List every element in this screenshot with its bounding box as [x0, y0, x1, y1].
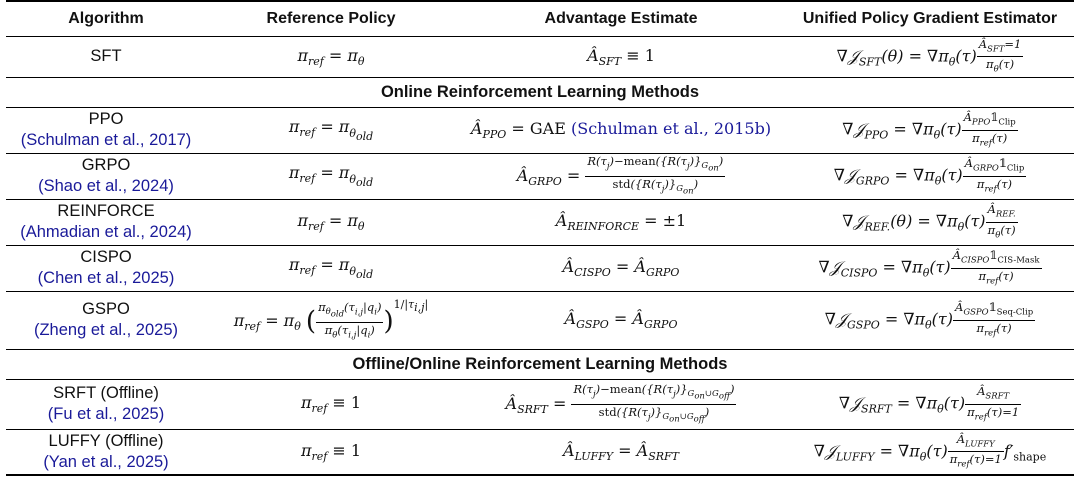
table-row-ppo: [6, 107, 1074, 153]
table-row-luffy: [6, 429, 1074, 475]
algorithm-cell: [6, 429, 206, 475]
algorithm-cell: [6, 37, 206, 78]
section-title-online: Online Reinforcement Learning Methods: [6, 77, 1074, 107]
gradient-cell: ∇𝒥$_{GRPO}$ = $\nabla\pi_\theta(\tau)$ $\frac{Â_{GRPO}𝟙_{Clip}}{\pi_{ref}(\tau)}$: [833, 156, 1025, 194]
gradient-cell: ∇𝒥$_{GSPO}$ = $\nabla\pi_\theta(\tau)$ $\frac{Â_{GSPO}𝟙_{Seq-Clip}}{\pi_{ref}(\tau)}$: [824, 300, 1034, 338]
gradient-cell: ∇𝒥$_{REF.}$(θ) = $\nabla\pi_\theta(\tau)$ $\frac{Â_{REF.}}{\pi_\theta(\tau)}$: [842, 202, 1016, 240]
algorithm-name: CISPO: [80, 248, 132, 267]
gradient-cell: ∇𝒥$_{SFT}$(θ) = $\nabla\pi_\theta(\tau)$ $\frac{Â_{SFT}=1}{\pi_\theta(\tau)}$: [836, 37, 1022, 75]
gae-citation-link[interactable]: (Schulman et al., 2015b): [570, 119, 772, 138]
gradient-cell: ∇𝒥$_{LUFFY}$ = $\nabla\pi_\theta(\tau)$ $\frac{Â_{LUFFY}}{\pi_{ref}(\tau)=1}$ $f'_{shape}$: [813, 432, 1047, 470]
reference-policy-cell: $\pi_{ref} = \pi_\theta$: [297, 45, 365, 68]
algorithm-name: LUFFY (Offline): [48, 431, 164, 450]
citation-link[interactable]: (Schulman et al., 2017): [20, 131, 192, 150]
reference-policy-cell: $\pi_{ref} = \pi_{\theta_{old}}$: [288, 255, 374, 281]
table-row-grpo: [6, 153, 1074, 199]
policy-gradient-comparison-table: [6, 0, 1074, 476]
reference-policy-cell: $\pi_{ref} = \pi_\theta$: [297, 211, 365, 234]
algorithm-cell: [6, 199, 206, 245]
algorithm-name: REINFORCE: [57, 202, 155, 221]
citation-link[interactable]: (Yan et al., 2025): [43, 452, 169, 471]
advantage-cell: $Â_{GRPO}$ = $\frac{R(\tau_j)-mean(\{R(\tau_j)\}_{G_{on}})}{std(\{R(\tau_j)\}_{G_{on}})}$: [516, 153, 724, 197]
citation-link[interactable]: (Fu et al., 2025): [47, 405, 165, 424]
gradient-cell: ∇𝒥$_{SRFT}$ = $\nabla\pi_\theta(\tau)$ $\frac{Â_{SRFT}}{\pi_{ref}(\tau)=1}$: [838, 384, 1020, 422]
reference-policy-cell: $\pi_{ref} = \pi_{\theta_{old}}$: [288, 163, 374, 189]
table-row-sft: [6, 37, 1074, 78]
citation-link[interactable]: (Chen et al., 2025): [37, 269, 175, 288]
header-advantage-estimate: Advantage Estimate: [544, 10, 698, 27]
section-row-offline-online: [6, 349, 1074, 379]
advantage-cell: $Â_{CISPO}$ = $Â_{GRPO}$: [562, 257, 680, 280]
header-reference-policy: Reference Policy: [266, 10, 396, 27]
algorithm-cell: [6, 107, 206, 153]
gradient-cell: ∇𝒥$_{CISPO}$ = $\nabla\pi_\theta(\tau)$ $\frac{Â_{CISPO}𝟙_{CIS-Mask}}{\pi_{ref}(\tau)}$: [818, 248, 1040, 286]
reference-policy-cell: $\pi_{ref} = \pi_{\theta_{old}}$: [288, 117, 374, 143]
reference-policy-cell: $\pi_{ref} \equiv 1$: [300, 393, 362, 416]
table-row-reinforce: [6, 199, 1074, 245]
header-gradient-estimator: Unified Policy Gradient Estimator: [802, 10, 1058, 27]
advantage-cell: $Â_{GSPO}$ = $Â_{GRPO}$: [564, 309, 678, 332]
algorithm-cell: [6, 153, 206, 199]
header-row: [6, 1, 1074, 37]
header-algorithm: Algorithm: [68, 10, 144, 27]
reference-policy-cell: $\pi_{ref} = \pi_\theta$ ( $\frac{\pi_{\theta_{old}}(\tau_{i,j}|q_i)}{\pi_\theta(\tau_{i,j}|q_i)}$ )$^{1/|\tau_{i,j}|}$: [233, 297, 429, 341]
citation-link[interactable]: (Ahmadian et al., 2024): [20, 223, 192, 242]
table-row-gspo: [6, 291, 1074, 349]
advantage-cell: $Â_{PPO}$ = GAE (Schulman et al., 2015b): [470, 119, 772, 142]
algorithm-name: PPO: [88, 110, 124, 129]
table-row-cispo: [6, 245, 1074, 291]
advantage-cell: $Â_{LUFFY}$ = $Â_{SRFT}$: [563, 440, 679, 463]
advantage-cell: $Â_{REINFORCE} = \pm 1$: [555, 211, 687, 234]
algorithm-name: GSPO: [82, 300, 130, 319]
table-row-srft: [6, 379, 1074, 429]
algorithm-name: SFT: [90, 47, 122, 66]
section-title-offline-online: Offline/Online Reinforcement Learning Methods: [6, 349, 1074, 379]
comparison-table-container: [6, 0, 1074, 476]
citation-link[interactable]: (Zheng et al., 2025): [33, 321, 178, 340]
algorithm-cell: [6, 245, 206, 291]
advantage-cell: $Â_{SFT} \equiv 1$: [587, 45, 655, 68]
citation-link[interactable]: (Shao et al., 2024): [38, 177, 174, 196]
algorithm-name: GRPO: [81, 156, 131, 175]
section-row-online: [6, 77, 1074, 107]
advantage-cell: $Â_{SRFT}$ = $\frac{R(\tau_j)-mean(\{R(\tau_j)\}_{G_{on}\cup G_{off}})}{std(\{R(\tau_j)\}_{G_{on}\cup G_{off}})}$: [505, 381, 735, 425]
gradient-cell: ∇𝒥$_{PPO}$ = $\nabla\pi_\theta(\tau)$ $\frac{Â_{PPO}𝟙_{Clip}}{\pi_{ref}(\tau)}$: [842, 110, 1016, 148]
reference-policy-cell: $\pi_{ref} \equiv 1$: [300, 440, 362, 463]
algorithm-cell: [6, 291, 206, 349]
algorithm-name: SRFT (Offline): [53, 384, 159, 403]
algorithm-cell: [6, 379, 206, 429]
